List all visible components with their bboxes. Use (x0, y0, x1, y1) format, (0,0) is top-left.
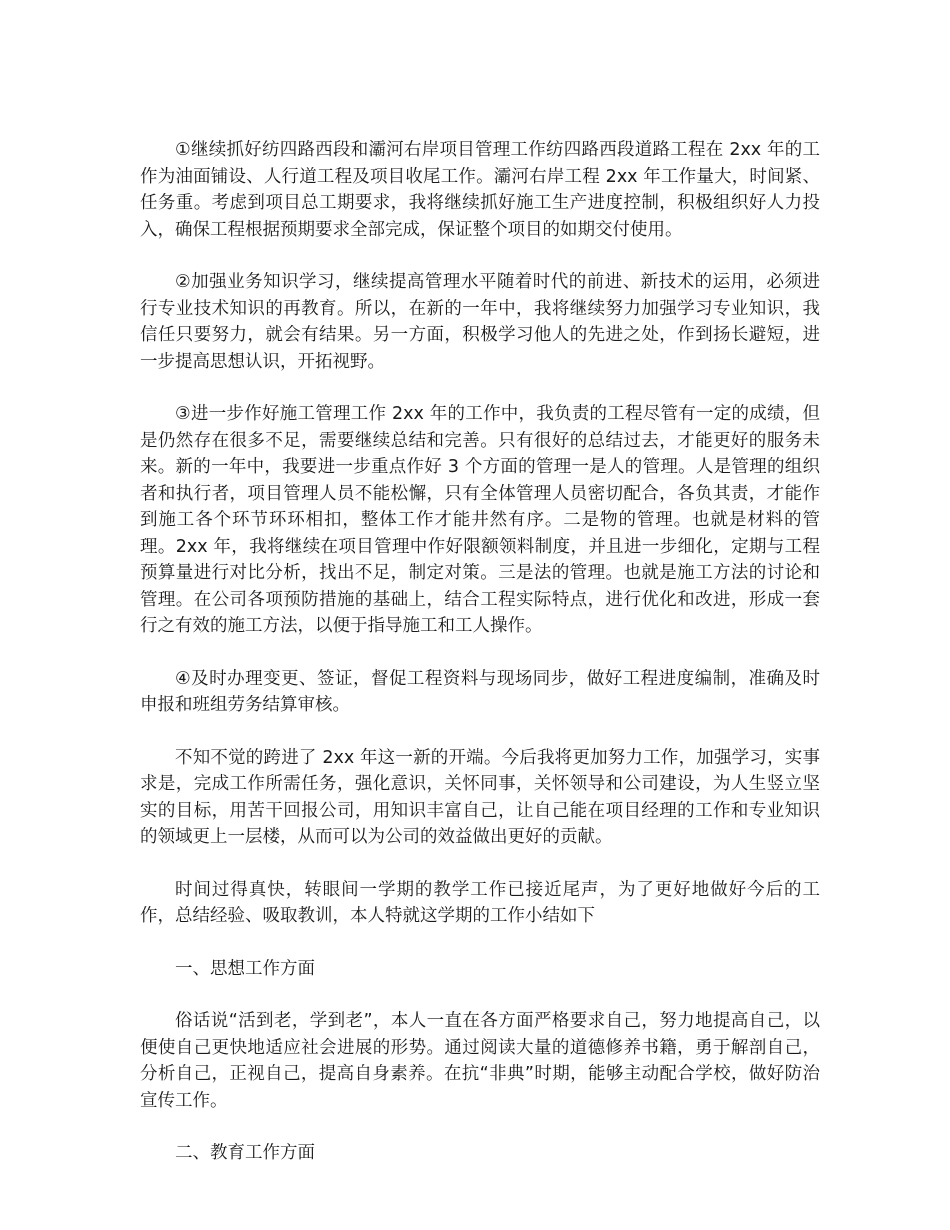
paragraph-6: 时间过得真快，转眼间一学期的教学工作已接近尾声，为了更好地做好今后的工作，总结经验、吸取教训，本人特就这学期的工作小结如下 (140, 879, 820, 926)
paragraph-7: 俗话说“活到老，学到老”，本人一直在各方面严格要求自己，努力地提高自己，以便使自己更快地适应社会进展的形势。通过阅读大量的道德修养书籍，勇于解剖自己，分析自己，正视自己，提高自身素养。在抗“非典”时期，能够主动配合学校，做好防治宣传工作。 (140, 1011, 820, 1111)
paragraph-5: 不知不觉的跨进了 2xx 年这一新的开端。今后我将更加努力工作，加强学习，实事求是，完成工作所需任务，强化意识，关怀同事，关怀领导和公司建设，为人生竖立坚实的目标，用苦干回报公司，用知识丰富自己，让自己能在项目经理的工作和专业知识的领域更上一层楼，从而可以为公司的效益做出更好的贡献。 (140, 747, 820, 847)
paragraph-3: ③进一步作好施工管理工作 2xx 年的工作中，我负责的工程尽管有一定的成绩，但是仍然存在很多不足，需要继续总结和完善。只有很好的总结过去，才能更好的服务未来。新的一年中，我要进一步重点作好 3 个方面的管理一是人的管理。人是管理的组织者和执行者，项目管理人员不能松懈，只有全体管理人员密切配合，各负其责，才能作到施工各个环节环环相扣，整体工作才能井然有序。二是物的管理。也就是材料的管理。2xx 年，我将继续在项目管理中作好限额领料制度，并且进一步细化，定期与工程预算量进行对比分析，找出不足，制定对策。三是法的管理。也就是施工方法的讨论和管理。在公司各项预防措施的基础上，结合工程实际特点，进行优化和改进，形成一套行之有效的施工方法，以便于指导施工和工人操作。 (140, 404, 820, 636)
section-heading-education: 二、教育工作方面 (175, 1143, 315, 1163)
paragraph-4: ④及时办理变更、签证，督促工程资料与现场同步，做好工程进度编制，准确及时申报和班组劳务结算审核。 (140, 668, 820, 715)
paragraph-1: ①继续抓好纺四路西段和灞河右岸项目管理工作纺四路西段道路工程在 2xx 年的工作为油面铺设、人行道工程及项目收尾工作。灞河右岸工程 2xx 年工作量大，时间紧、任务重。考虑到项目总工期要求，我将继续抓好施工生产进度控制，积极组织好人力投入，确保工程根据预期要求全部完成，保证整个项目的如期交付使用。 (140, 140, 820, 240)
paragraph-2: ②加强业务知识学习，继续提高管理水平随着时代的前进、新技术的运用，必须进行专业技术知识的再教育。所以，在新的一年中，我将继续努力加强学习专业知识，我信任只要努力，就会有结果。另一方面，积极学习他人的先进之处，作到扬长避短，进一步提高思想认识，开拓视野。 (140, 272, 820, 372)
document-body (140, 137, 820, 1193)
section-heading-thought: 一、思想工作方面 (175, 958, 315, 979)
